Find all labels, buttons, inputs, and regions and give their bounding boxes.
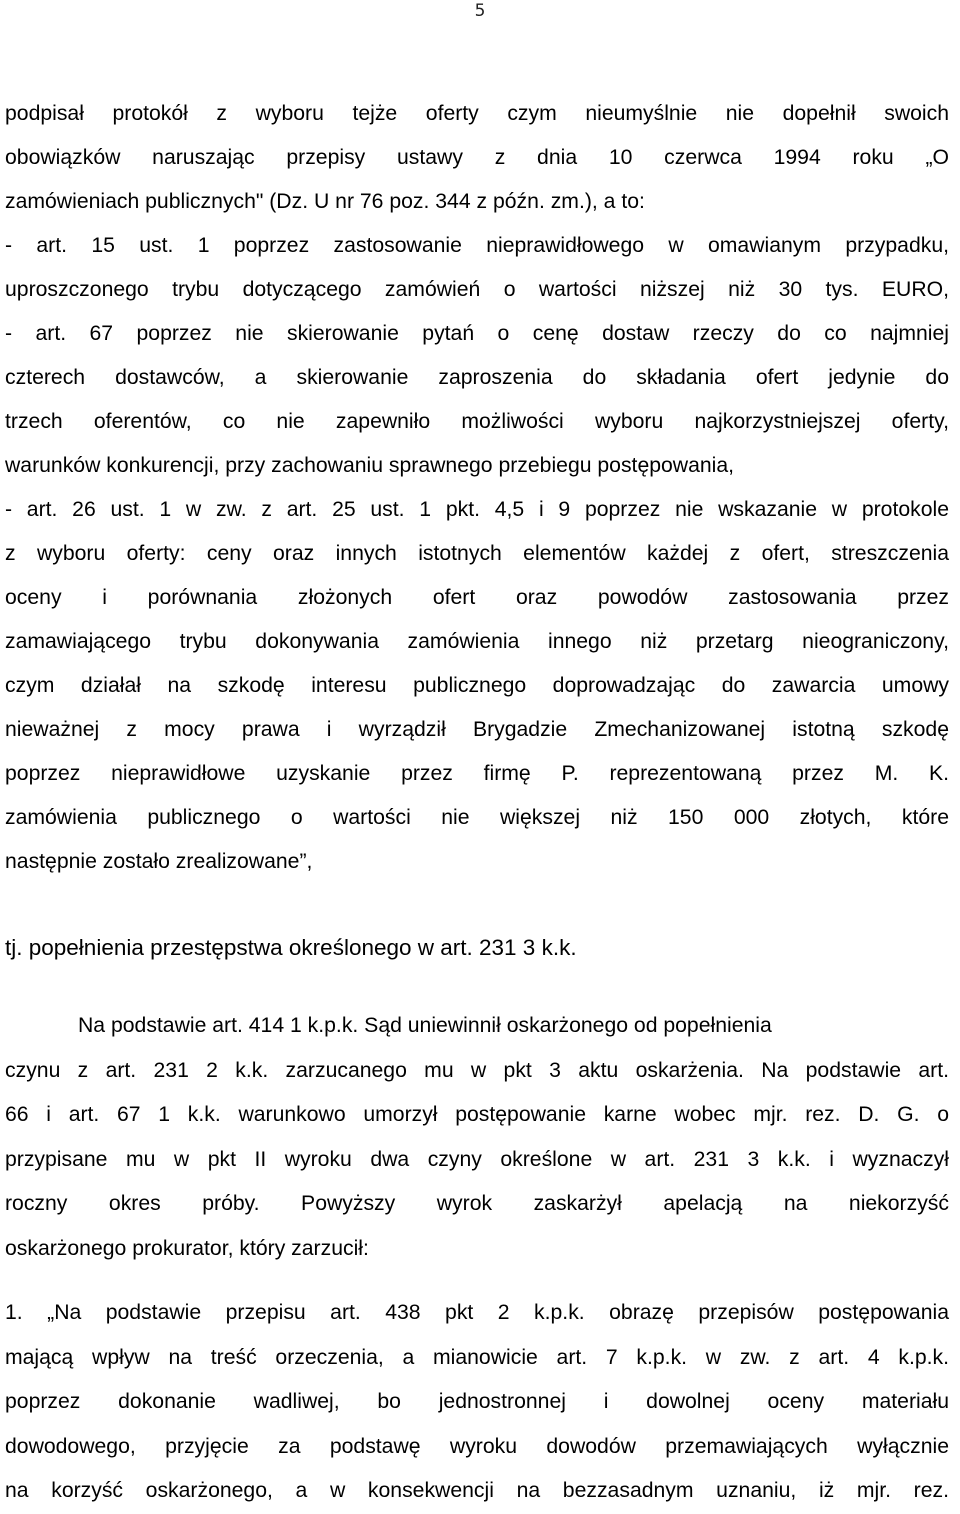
text-line: na korzyść oskarżonego, a w konsekwencji na bezzasadnym uznaniu, iż mjr. rez. <box>5 1479 949 1503</box>
text-line: zamówieniach publicznych" (Dz. U nr 76 poz. 344 z późn. zm.), a to: <box>5 190 645 213</box>
text-line: - art. 15 ust. 1 poprzez zastosowanie nieprawidłowego w omawianym przypadku, <box>5 234 949 257</box>
text-line: podpisał protokół z wyboru tejże oferty czym nieumyślnie nie dopełnił swoich <box>5 102 949 125</box>
text-line: czterech dostawców, a skierowanie zaproszenia do składania ofert jedynie do <box>5 366 949 389</box>
text-line: zamawiającego trybu dokonywania zamówienia innego niż przetarg nieograniczony, <box>5 630 949 653</box>
charge-line: tj. popełnienia przestępstwa określonego w art. 231 3 k.k. <box>5 935 577 960</box>
text-line: trzech oferentów, co nie zapewniło możliwości wyboru najkorzystniejszej oferty, <box>5 410 949 433</box>
text-line: następnie zostało zrealizowane”, <box>5 850 313 873</box>
text-line: warunków konkurencji, przy zachowaniu sprawnego przebiegu postępowania, <box>5 454 735 477</box>
text-line: obowiązków naruszając przepisy ustawy z dnia 10 czerwca 1994 roku „O <box>5 146 949 169</box>
text-line: - art. 26 ust. 1 w zw. z art. 25 ust. 1 pkt. 4,5 i 9 poprzez nie wskazanie w protokole <box>5 498 949 521</box>
text-line: 66 i art. 67 1 k.k. warunkowo umorzył postępowanie karne wobec mjr. rez. D. G. o <box>5 1103 949 1127</box>
text-line: 1. „Na podstawie przepisu art. 438 pkt 2 k.p.k. obrazę przepisów postępowania <box>5 1301 949 1324</box>
paragraph-verdict <box>5 1004 949 1272</box>
text-line: z wyboru oferty: ceny oraz innych istotnych elementów każdej z ofert, streszczenia <box>5 542 949 565</box>
text-line: uproszczonego trybu dotyczącego zamówień o wartości niższej niż 30 tys. EURO, <box>5 278 949 301</box>
paragraph-charges <box>5 92 949 884</box>
text-line: mającą wpływ na treść orzeczenia, a mianowicie art. 7 k.p.k. w zw. z art. 4 k.p.k. <box>5 1345 949 1369</box>
page-number: 5 <box>474 1 486 21</box>
text-line: oceny i porównania złożonych ofert oraz powodów zastosowania przez <box>5 586 949 609</box>
text-line: poprzez dokonanie wadliwej, bo jednostronnej i dowolnej oceny materiału <box>5 1390 949 1414</box>
text-line: poprzez nieprawidłowe uzyskanie przez firmę P. reprezentowaną przez M. K. <box>5 762 949 785</box>
text-line: przypisane mu w pkt II wyroku dwa czyny określone w art. 231 3 k.k. i wyznaczył <box>5 1147 949 1171</box>
charge-statement <box>5 926 949 970</box>
text-line: oskarżonego prokurator, który zarzucił: <box>5 1236 369 1260</box>
paragraph-appeal <box>5 1291 949 1514</box>
text-line: czym działał na szkodę interesu publicznego doprowadzając do zawarcia umowy <box>5 674 949 697</box>
text-line: Na podstawie art. 414 1 k.p.k. Sąd uniewinnił oskarżonego od popełnienia <box>78 1014 772 1037</box>
text-line: zamówienia publicznego o wartości nie większej niż 150 000 złotych, które <box>5 806 949 829</box>
text-line: - art. 67 poprzez nie skierowanie pytań o cenę dostaw rzeczy do co najmniej <box>5 322 949 345</box>
text-line: czynu z art. 231 2 k.k. zarzucanego mu w pkt 3 aktu oskarżenia. Na podstawie art. <box>5 1058 949 1082</box>
text-line: dowodowego, przyjęcie za podstawę wyroku dowodów przemawiających wyłącznie <box>5 1434 949 1458</box>
text-line: nieważnej z mocy prawa i wyrządził Brygadzie Zmechanizowanej istotną szkodę <box>5 718 949 741</box>
text-line: roczny okres próby. Powyższy wyrok zaskarżył apelacją na niekorzyść <box>5 1192 949 1216</box>
